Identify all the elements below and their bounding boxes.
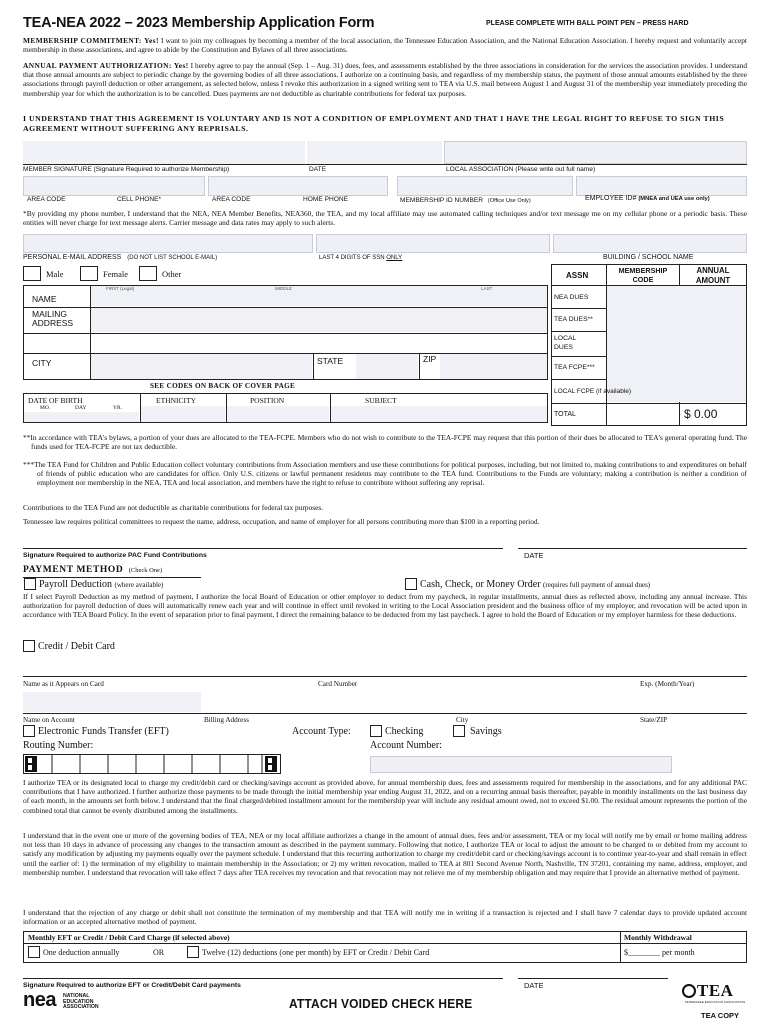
employee-id-text: EMPLOYEE ID# xyxy=(585,195,637,202)
nea-caption-1: NATIONAL xyxy=(63,993,90,999)
name-account-label: Name on Account xyxy=(23,716,75,724)
date-label: DATE xyxy=(309,166,327,173)
routing-number-label: Routing Number: xyxy=(23,740,94,751)
attach-voided-check: ATTACH VOIDED CHECK HERE xyxy=(289,996,473,1011)
state-label: STATE xyxy=(317,356,344,366)
payroll-deduction-label xyxy=(39,579,163,590)
monthly-col-divider xyxy=(620,931,621,963)
middle-label: MIDDLE xyxy=(275,286,293,291)
annual-payment-authorization xyxy=(23,61,747,98)
office-use-text: (Office Use Only) xyxy=(487,198,531,204)
routing-digit-boxes xyxy=(23,754,281,774)
divider xyxy=(23,164,747,165)
first-legal-label: FIRST (Legal) xyxy=(106,286,135,291)
city-label: CITY xyxy=(32,358,52,368)
or-label: OR xyxy=(153,948,165,957)
personal-email-label xyxy=(23,254,217,261)
membership-commitment xyxy=(23,36,747,54)
local-association-label: LOCAL ASSOCIATION (Please write out full name) xyxy=(446,166,596,173)
monthly-header-divider xyxy=(23,943,747,944)
home-phone-label: HOME PHONE xyxy=(303,196,349,203)
payment-method-heading xyxy=(23,565,162,575)
pac-signature-line xyxy=(23,548,503,549)
cell-phone-label: CELL PHONE* xyxy=(117,196,162,203)
amount-prefix: $ xyxy=(624,948,628,957)
dues-row-5 xyxy=(551,403,747,404)
deductible-note: Contributions to the TEA Fund are not deductible as charitable contributions for federal tax purposes. xyxy=(23,503,324,512)
dues-input-area[interactable] xyxy=(607,286,746,402)
tea-tagline: TENNESSEE EDUCATION ASSOCIATION xyxy=(684,1000,746,1004)
signature-date-field[interactable] xyxy=(307,141,442,164)
nea-caption-3: ASSOCIATION xyxy=(63,1004,99,1011)
payroll-authorization-text: If I select Payroll Deduction as my method of payment, I authorize the local Board of Education or other employer to deduct from my paycheck, in regular installments, annual dues as reflected above, including any annual increase. This authorization for payroll deduction of dues will automatically renew each year and will continue in effect until revoked in writing to the Local Association president and the business office of my employer, and revocation will be acted upon in accordance with TEA Board Policy. In the event of separation prior to final payment, I direct the remaining balance to be deducted from my last paycheck. I agree to hold the Board of Education or my employer harmless for these deductions. xyxy=(23,592,747,620)
account-name-line xyxy=(23,713,747,714)
zip-divider xyxy=(419,353,420,380)
position-input[interactable] xyxy=(227,406,329,422)
eft-authorization-2: I understand that in the event one or more of the governing bodies of TEA, NEA or my local affiliate authorizes a change in the amount of annual dues, fees and/or assessment, TEA or my local will notify me by email or home mailing address not less than 10 days in advance of processing any changes to the transaction amount as described in the payment summary. Following that notice, I authorize TEA or local to adjust the amount to be charged to or debited from my account to satisfy any modification by adjusting my payments equally over the payment schedule. I understand that this recurring authorization to charge my credit/debit card or checking/savings account is to continue year-to-year and shall remain in effect until the earlier of: 1) the termination of my eligibility to maintain membership in the Association; or 2) my written revocation, mailed to TEA at 801 Second Avenue North, Nashville, TN 37201, containing my name, address, employer, and membership number. I understand that revocation will take effect 7 days after TEA receives my revocation and that revocation may not relieve me of my membership obligation and may require that I provide an alternative method of payment. xyxy=(23,831,747,877)
phone-consent-note: *By providing my phone number, I understand that the NEA, NEA Member Benefits, NEA360, the TEA, and my local affiliate may use automated calling techniques and/or text message me on my cellular phone or a periodic basis. These entities will never charge for text message alerts. Carrier message and data rates may apply to such alerts. xyxy=(23,209,747,228)
city-billing-label: City xyxy=(456,716,469,724)
monthly-withdrawal-header: Monthly Withdrawal xyxy=(624,933,692,942)
commitment-heading: MEMBERSHIP COMMITMENT: Yes! xyxy=(23,36,159,45)
city-input[interactable] xyxy=(91,354,312,379)
member-signature-field[interactable] xyxy=(23,141,305,164)
area-code-label-2: AREA CODE xyxy=(212,196,251,203)
assn-header: ASSN xyxy=(566,271,589,280)
personal-email-field[interactable] xyxy=(23,234,313,253)
tea-dues-label: TEA DUES** xyxy=(554,316,593,323)
state-input[interactable] xyxy=(356,354,418,379)
female-checkbox[interactable] xyxy=(80,266,98,281)
commitment-text: I want to join my colleagues by becoming a member of the local association, the Tennessee Education Association, and the National Education Association. I hereby request and voluntarily accept membership in these associations, and agree to abide by the Constitution and Bylaws of all three associations. xyxy=(23,36,747,55)
membership-id-label xyxy=(400,197,531,204)
tn-law-note: Tennessee law requires political committees to request the name, address, occupation, and name of employer for all persons contributing more than $100 in a reporting period. xyxy=(23,517,540,526)
total-label: TOTAL xyxy=(554,411,576,418)
subject-input[interactable] xyxy=(331,406,547,422)
ssn-field[interactable] xyxy=(316,234,550,253)
amount-suffix: per month xyxy=(660,948,695,957)
employee-id-note: (MNEA and UEA use only) xyxy=(638,196,710,202)
nea-logo-caption xyxy=(63,994,99,1011)
eft-date-label: DATE xyxy=(524,981,544,990)
savings-checkbox[interactable] xyxy=(453,725,465,737)
one-deduction-label: One deduction annually xyxy=(43,948,120,957)
employee-id-field[interactable] xyxy=(576,176,747,196)
employee-id-label xyxy=(585,195,710,202)
ethnicity-input[interactable] xyxy=(141,406,225,422)
billing-label: Billing Address xyxy=(204,716,249,724)
subject-label: SUBJECT xyxy=(365,396,397,405)
male-label: Male xyxy=(46,269,64,279)
cash-text: Cash, Check, or Money Order xyxy=(420,579,541,590)
name-input[interactable] xyxy=(91,286,547,306)
ssn-text: LAST 4 DIGITS OF SSN xyxy=(319,255,387,261)
twelve-deductions-checkbox[interactable] xyxy=(187,946,199,958)
local-association-field[interactable] xyxy=(444,141,747,164)
address-row-divider xyxy=(23,333,548,334)
payroll-text: Payroll Deduction xyxy=(39,579,113,590)
other-checkbox[interactable] xyxy=(139,266,157,281)
cash-note: (requires full payment of annual dues) xyxy=(543,581,651,589)
payment-method-title: PAYMENT METHOD xyxy=(23,565,124,575)
checking-label: Checking xyxy=(385,726,424,737)
building-label: BUILDING / SCHOOL NAME xyxy=(603,254,694,261)
building-school-field[interactable] xyxy=(553,234,747,253)
card-name-line xyxy=(23,676,747,677)
email-note: (DO NOT LIST SCHOOL E-MAIL) xyxy=(127,255,218,261)
name-label: NAME xyxy=(32,294,57,304)
pac-date-label: DATE xyxy=(524,551,544,560)
routing-number-input[interactable] xyxy=(23,754,281,774)
address-label: ADDRESS xyxy=(32,318,74,328)
zip-input[interactable] xyxy=(440,354,547,379)
eft-authorization-1: I authorize TEA or its designated local to charge my credit/debit card or checking/savings account as provided above, for annual membership dues, fees and assessments required for membership in the associations, and for any additional PAC contributions that I have authorized. I further authorize those payments to be made through the initial membership year ending August 31, 2022, and on a recurring annual basis thereafter, payable in monthly installments on the last business day of each month, in the amounts set forth below. I understand that the final charged/debited installment amount for the membership year will include any residual amount owed, not to exceed $1.00. The residual amount represents the portion of the combined total that cannot be evenly distributed among the installments. xyxy=(23,778,747,815)
cash-check-checkbox[interactable] xyxy=(405,578,417,590)
state-zip-label: State/ZIP xyxy=(640,716,668,724)
home-area-code-field[interactable] xyxy=(208,176,388,196)
ssn-label xyxy=(319,255,402,261)
card-name-input[interactable] xyxy=(23,692,201,712)
area-code-label: AREA CODE xyxy=(27,196,66,203)
fcpe-note: **In accordance with TEA's bylaws, a portion of your dues are allocated to the TEA-FCPE. Members who do not wish to contribute to the TEA-FCPE may request that this portion of their dues be allocated to TEA's general operating fund. The funds used for TEA-FCPE are not tax deductible. xyxy=(23,433,747,452)
dob-input[interactable] xyxy=(24,412,139,422)
state-divider xyxy=(313,353,314,380)
account-number-label: Account Number: xyxy=(370,740,442,751)
credit-card-label: Credit / Debit Card xyxy=(38,641,115,652)
membership-id-text: MEMBERSHIP ID NUMBER xyxy=(400,197,484,204)
payment-heading-underline xyxy=(23,577,201,578)
eft-date-line xyxy=(518,978,668,979)
twelve-deductions-label: Twelve (12) deductions (one per month) by EFT or Credit / Debit Card xyxy=(202,948,430,957)
amount-blank: ________ xyxy=(628,948,660,957)
credit-card-checkbox[interactable] xyxy=(23,640,35,652)
eft-signature-label: Signature Required to authorize EFT or Credit/Debit Card payments xyxy=(23,982,241,989)
account-number-input[interactable] xyxy=(370,756,672,773)
annual-text: I hereby agree to pay the annual (Sep. 1 – Aug. 31) dues, fees, and assessments established by the three associations in consideration for the services the association provides. I understand that those annual amounts are subject to periodic change by the governing bodies of all three associations. I authorize on a continuing basis, and regardless of my membership status, the payment of those annual amounts established by the three associations through payroll deduction or other arrangement, as selected below, unless I revoke this authorization in a signed writing sent to TEA via U.S. mail between August 1 and August 31 of the membership year immediately preceding the membership year for which the authorization is to be cancelled. Dues payments are not deductible as charitable contributions for federal tax purposes. xyxy=(23,61,748,98)
membership-id-field[interactable] xyxy=(397,176,573,196)
pen-instruction: PLEASE COMPLETE WITH BALL POINT PEN – PRESS HARD xyxy=(486,20,689,27)
monthly-amount[interactable] xyxy=(624,948,695,957)
card-number-label: Card Number xyxy=(318,680,358,688)
membership-code-header: MEMBERSHIP CODE xyxy=(618,266,668,284)
mailing-label: MAILING xyxy=(32,309,67,319)
personal-email-text: PERSONAL E-MAIL ADDRESS xyxy=(23,254,122,261)
dob-mo-label: MO. xyxy=(40,405,51,411)
eft-label: Electronic Funds Transfer (EFT) xyxy=(38,726,169,737)
tea-logo xyxy=(682,983,748,1009)
dob-label: DATE OF BIRTH xyxy=(28,396,83,405)
zip-label: ZIP xyxy=(423,354,437,364)
tea-seal-icon xyxy=(682,984,696,998)
dob-day-label: DAY xyxy=(75,405,87,411)
pac-date-line xyxy=(518,548,747,549)
ssn-only: ONLY xyxy=(386,255,403,261)
fund-note: ***The TEA Fund for Children and Public Education collect voluntary contributions from Association members and use these contributions for political purposes, including, but not limited to, making contributions to and expenditures on behalf of friends of public education who are candidates for office. Only U.S. citizens or lawful permanent residents may contribute to the TEA fund. Contributions to the Funds are voluntary; making a contribution is neither a condition of employment nor membership in the NEA, TEA and local association, and members have the right to refuse to contribute without suffering any reprisal. xyxy=(23,460,747,488)
cash-check-label xyxy=(420,579,650,590)
form-title: TEA-NEA 2022 – 2023 Membership Application Form xyxy=(23,15,375,31)
annual-amount-header: ANNUAL AMOUNT xyxy=(695,266,731,285)
pac-signature-label: Signature Required to authorize PAC Fund Contributions xyxy=(23,552,207,559)
tea-logo-text: TEA xyxy=(697,981,734,1000)
name-card-label: Name as it Appears on Card xyxy=(23,680,104,688)
account-type-label: Account Type: xyxy=(292,726,351,737)
mailing-address-input[interactable] xyxy=(91,308,547,332)
nea-caption-2: EDUCATION xyxy=(63,998,94,1005)
nea-logo xyxy=(23,989,99,1014)
nea-logo-text: nea xyxy=(23,989,56,1011)
male-checkbox[interactable] xyxy=(23,266,41,281)
dob-yr-label: YR. xyxy=(113,405,123,411)
one-deduction-checkbox[interactable] xyxy=(28,946,40,958)
eft-signature-line xyxy=(23,978,503,979)
last-label: LAST xyxy=(481,286,493,291)
eft-checkbox[interactable] xyxy=(23,725,35,737)
local-fcpe-label: LOCAL FCPE (if available) xyxy=(554,388,632,395)
female-label: Female xyxy=(103,269,129,279)
monthly-header: Monthly EFT or Credit / Debit Card Charge (if selected above) xyxy=(28,933,230,942)
cell-area-code-field[interactable] xyxy=(23,176,205,196)
checking-checkbox[interactable] xyxy=(370,725,382,737)
payroll-deduction-checkbox[interactable] xyxy=(24,578,36,590)
check-one-note: (Check One) xyxy=(128,567,163,574)
payroll-note: (where available) xyxy=(114,581,164,589)
exp-label: Exp. (Month/Year) xyxy=(640,680,695,688)
position-label: POSITION xyxy=(250,396,285,405)
see-codes-note: SEE CODES ON BACK OF COVER PAGE xyxy=(150,382,296,390)
eft-authorization-3: I understand that the rejection of any charge or debit shall not constitute the termination of my membership and that TEA will notify me in writing if a transaction is rejected and I shall have 7 calendar days to provide updated account information or an accepted alternative method of payment. xyxy=(23,908,747,927)
other-label: Other xyxy=(162,269,182,279)
ethnicity-label: ETHNICITY xyxy=(156,396,196,405)
member-signature-label: MEMBER SIGNATURE (Signature Required to authorize Membership) xyxy=(23,166,230,173)
tea-fcpe-label: TEA FCPE*** xyxy=(554,364,595,371)
local-dues-label: LOCAL DUES xyxy=(554,335,577,351)
voluntary-statement: I UNDERSTAND THAT THIS AGREEMENT IS VOLUNTARY AND IS NOT A CONDITION OF EMPLOYMENT AND THAT I HAVE THE LEGAL RIGHT TO REFUSE TO SIGN THIS AGREEMENT WITHOUT SUFFERING ANY REPRISALS. xyxy=(23,114,725,133)
annual-heading: ANNUAL PAYMENT AUTHORIZATION: Yes! xyxy=(23,61,189,70)
nea-dues-label: NEA DUES xyxy=(554,294,589,301)
tea-copy-label: TEA COPY xyxy=(701,1011,740,1020)
savings-label: Savings xyxy=(470,726,502,737)
total-value: $ 0.00 xyxy=(684,407,718,421)
